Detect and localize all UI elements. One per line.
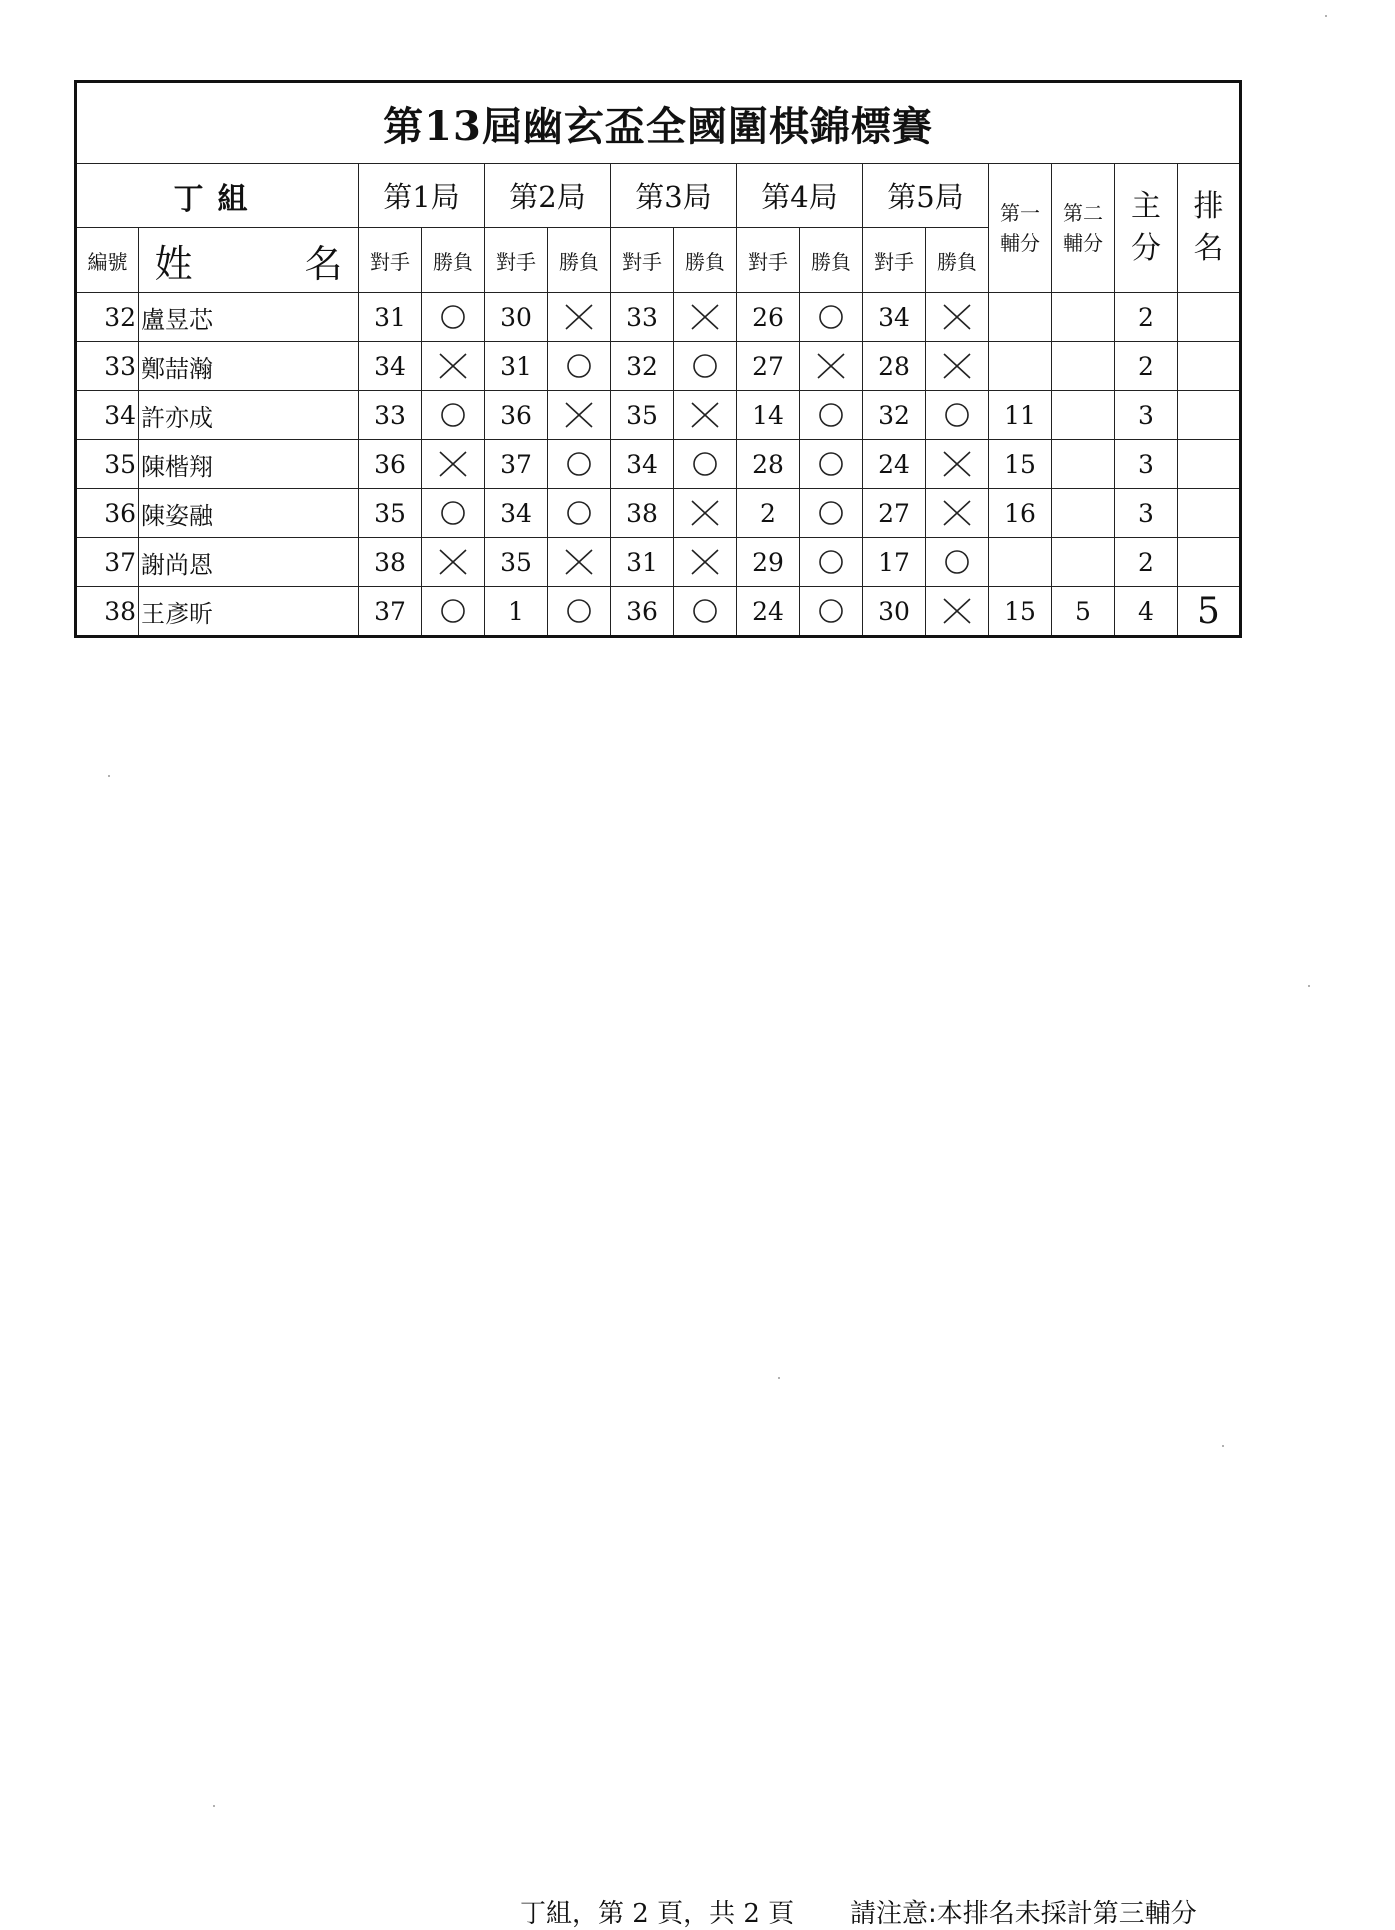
rank-header-bottom: 名	[1193, 231, 1224, 266]
scan-speck	[1325, 15, 1327, 17]
result-cell	[674, 342, 737, 391]
loss-cross-icon	[942, 498, 972, 528]
result-cell	[674, 293, 737, 342]
result-cell	[674, 489, 737, 538]
aux1-score: 16	[989, 489, 1052, 538]
win-circle-icon	[816, 596, 846, 626]
result-cell	[422, 293, 485, 342]
main-score: 3	[1115, 391, 1178, 440]
opponent-number: 36	[611, 587, 674, 637]
player-name: 盧昱芯	[139, 293, 359, 342]
win-circle-icon	[438, 596, 468, 626]
loss-cross-icon	[942, 302, 972, 332]
win-circle-icon	[438, 400, 468, 430]
result-cell	[926, 342, 989, 391]
loss-cross-icon	[816, 351, 846, 381]
result-cell	[548, 587, 611, 637]
aux1-score	[989, 293, 1052, 342]
opponent-number: 36	[485, 391, 548, 440]
page-info: 丁組，第 2 頁，共 2 頁	[520, 1899, 795, 1929]
win-circle-icon	[942, 400, 972, 430]
main-score: 2	[1115, 293, 1178, 342]
round-4-header: 第4局	[737, 164, 863, 228]
scan-speck	[1308, 985, 1310, 987]
opponent-number: 34	[485, 489, 548, 538]
loss-cross-icon	[690, 400, 720, 430]
opponent-number: 36	[359, 440, 422, 489]
opponent-number: 35	[485, 538, 548, 587]
player-id: 33	[76, 342, 139, 391]
player-name: 陳姿融	[139, 489, 359, 538]
aux1-score	[989, 342, 1052, 391]
round-2-header: 第2局	[485, 164, 611, 228]
opponent-number: 37	[359, 587, 422, 637]
player-id: 38	[76, 587, 139, 637]
opponent-number: 28	[737, 440, 800, 489]
result-cell	[674, 538, 737, 587]
group-label: 丁組	[76, 164, 359, 228]
opponent-number: 17	[863, 538, 926, 587]
result-subheader-round-2: 勝負	[548, 228, 611, 293]
opponent-number: 37	[485, 440, 548, 489]
player-name: 鄭喆瀚	[139, 342, 359, 391]
loss-cross-icon	[942, 596, 972, 626]
opponent-number: 38	[359, 538, 422, 587]
rank-value	[1178, 440, 1241, 489]
opponent-number: 26	[737, 293, 800, 342]
result-cell	[800, 293, 863, 342]
loss-cross-icon	[690, 547, 720, 577]
round-3-header: 第3局	[611, 164, 737, 228]
win-circle-icon	[690, 449, 720, 479]
rank-value	[1178, 342, 1241, 391]
opponent-number: 34	[359, 342, 422, 391]
loss-cross-icon	[564, 547, 594, 577]
main-score: 2	[1115, 342, 1178, 391]
name-header	[139, 228, 359, 293]
result-cell	[800, 342, 863, 391]
loss-cross-icon	[690, 302, 720, 332]
result-cell	[422, 538, 485, 587]
result-subheader-round-1: 勝負	[422, 228, 485, 293]
loss-cross-icon	[942, 449, 972, 479]
table-row	[76, 342, 1241, 391]
score-header-top: 主	[1131, 189, 1161, 224]
table-row	[76, 440, 1241, 489]
opponent-number: 31	[611, 538, 674, 587]
aux2-score	[1052, 440, 1115, 489]
win-circle-icon	[564, 351, 594, 381]
name-header-first: 姓	[154, 241, 193, 286]
main-score: 3	[1115, 440, 1178, 489]
aux2-score	[1052, 342, 1115, 391]
loss-cross-icon	[564, 302, 594, 332]
table-row	[76, 293, 1241, 342]
aux1-score: 15	[989, 587, 1052, 637]
result-cell	[674, 391, 737, 440]
rank-header-top: 排	[1193, 189, 1224, 224]
table-row	[76, 489, 1241, 538]
opponent-number: 34	[611, 440, 674, 489]
rank-value	[1178, 293, 1241, 342]
win-circle-icon	[564, 596, 594, 626]
opponent-number: 28	[863, 342, 926, 391]
win-circle-icon	[690, 351, 720, 381]
name-header-second: 名	[304, 241, 343, 286]
player-name: 陳楷翔	[139, 440, 359, 489]
win-circle-icon	[816, 547, 846, 577]
opponent-number: 35	[359, 489, 422, 538]
score-header-bottom: 分	[1131, 231, 1161, 266]
loss-cross-icon	[438, 547, 468, 577]
win-circle-icon	[816, 498, 846, 528]
loss-cross-icon	[942, 351, 972, 381]
win-circle-icon	[690, 596, 720, 626]
opponent-subheader-round-2: 對手	[485, 228, 548, 293]
round-5-header: 第5局	[863, 164, 989, 228]
aux1-header-top: 第一	[1000, 201, 1040, 225]
opponent-subheader-round-3: 對手	[611, 228, 674, 293]
scan-speck	[778, 1377, 780, 1379]
aux1-score	[989, 538, 1052, 587]
loss-cross-icon	[690, 498, 720, 528]
result-cell	[422, 391, 485, 440]
result-cell	[926, 391, 989, 440]
rank-value	[1178, 391, 1241, 440]
win-circle-icon	[564, 449, 594, 479]
result-cell	[548, 538, 611, 587]
aux2-score	[1052, 538, 1115, 587]
result-cell	[800, 587, 863, 637]
aux2-header-top: 第二	[1063, 201, 1103, 225]
win-circle-icon	[816, 400, 846, 430]
win-circle-icon	[816, 302, 846, 332]
opponent-number: 33	[611, 293, 674, 342]
opponent-number: 24	[863, 440, 926, 489]
scan-speck	[213, 1805, 215, 1807]
opponent-number: 29	[737, 538, 800, 587]
footer-note: 請注意:本排名未採計第三輔分	[850, 1899, 1197, 1929]
player-id: 32	[76, 293, 139, 342]
win-circle-icon	[816, 449, 846, 479]
aux2-score	[1052, 293, 1115, 342]
score-header	[1115, 164, 1178, 293]
rank-value	[1178, 538, 1241, 587]
win-circle-icon	[942, 547, 972, 577]
opponent-subheader-round-5: 對手	[863, 228, 926, 293]
result-cell	[422, 489, 485, 538]
rank-header	[1178, 164, 1241, 293]
rank-value	[1178, 489, 1241, 538]
result-cell	[674, 587, 737, 637]
opponent-number: 38	[611, 489, 674, 538]
tournament-title: 第13屆幽玄盃全國圍棋錦標賽	[76, 82, 1241, 164]
aux1-header	[989, 164, 1052, 293]
result-cell	[548, 440, 611, 489]
result-cell	[548, 342, 611, 391]
aux1-header-bottom: 輔分	[1000, 231, 1040, 255]
loss-cross-icon	[564, 400, 594, 430]
player-id: 34	[76, 391, 139, 440]
aux2-score: 5	[1052, 587, 1115, 637]
result-cell	[926, 440, 989, 489]
result-subheader-round-5: 勝負	[926, 228, 989, 293]
opponent-number: 35	[611, 391, 674, 440]
opponent-number: 30	[485, 293, 548, 342]
result-cell	[800, 538, 863, 587]
opponent-number: 2	[737, 489, 800, 538]
result-cell	[800, 440, 863, 489]
opponent-number: 24	[737, 587, 800, 637]
id-header: 編號	[76, 228, 139, 293]
win-circle-icon	[438, 498, 468, 528]
opponent-number: 32	[611, 342, 674, 391]
result-cell	[422, 440, 485, 489]
main-score: 3	[1115, 489, 1178, 538]
player-name: 許亦成	[139, 391, 359, 440]
result-cell	[800, 489, 863, 538]
result-subheader-round-3: 勝負	[674, 228, 737, 293]
main-score: 2	[1115, 538, 1178, 587]
result-subheader-round-4: 勝負	[800, 228, 863, 293]
aux1-score: 15	[989, 440, 1052, 489]
player-name: 王彥昕	[139, 587, 359, 637]
opponent-subheader-round-1: 對手	[359, 228, 422, 293]
result-cell	[422, 342, 485, 391]
result-cell	[548, 293, 611, 342]
opponent-number: 31	[359, 293, 422, 342]
result-cell	[800, 391, 863, 440]
result-cell	[422, 587, 485, 637]
aux2-score	[1052, 391, 1115, 440]
opponent-number: 27	[737, 342, 800, 391]
result-cell	[548, 489, 611, 538]
opponent-number: 1	[485, 587, 548, 637]
scan-speck	[1222, 1445, 1224, 1447]
loss-cross-icon	[438, 351, 468, 381]
aux1-score: 11	[989, 391, 1052, 440]
rank-value: 5	[1178, 587, 1241, 637]
opponent-number: 14	[737, 391, 800, 440]
opponent-number: 33	[359, 391, 422, 440]
player-name: 謝尚恩	[139, 538, 359, 587]
player-id: 36	[76, 489, 139, 538]
opponent-number: 34	[863, 293, 926, 342]
round-1-header: 第1局	[359, 164, 485, 228]
result-cell	[548, 391, 611, 440]
player-id: 35	[76, 440, 139, 489]
opponent-number: 27	[863, 489, 926, 538]
result-cell	[926, 489, 989, 538]
win-circle-icon	[564, 498, 594, 528]
opponent-number: 30	[863, 587, 926, 637]
win-circle-icon	[438, 302, 468, 332]
result-cell	[926, 587, 989, 637]
main-score: 4	[1115, 587, 1178, 637]
loss-cross-icon	[438, 449, 468, 479]
opponent-subheader-round-4: 對手	[737, 228, 800, 293]
player-id: 37	[76, 538, 139, 587]
result-cell	[926, 293, 989, 342]
table-row	[76, 391, 1241, 440]
aux2-header	[1052, 164, 1115, 293]
opponent-number: 31	[485, 342, 548, 391]
standings-table	[74, 80, 1242, 638]
opponent-number: 32	[863, 391, 926, 440]
scan-speck	[108, 775, 110, 777]
table-row	[76, 587, 1241, 637]
result-cell	[926, 538, 989, 587]
table-row	[76, 538, 1241, 587]
aux2-header-bottom: 輔分	[1063, 231, 1103, 255]
result-cell	[674, 440, 737, 489]
aux2-score	[1052, 489, 1115, 538]
